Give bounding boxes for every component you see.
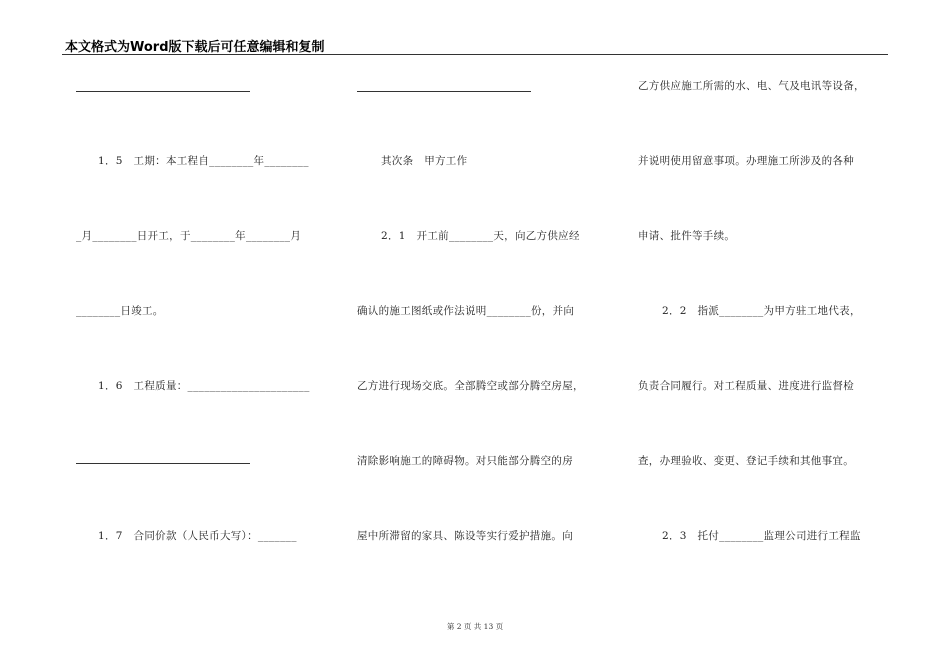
article-2-heading: 其次条 甲方工作 [381, 155, 468, 167]
clause-1-5-line-3: ________日竣工。 [76, 305, 164, 317]
clause-2-1-line-2: 确认的施工图纸或作法说明________份，并向 [357, 305, 575, 317]
clause-2-2-line-3: 查，办理验收、变更、登记手续和其他事宜。 [638, 455, 854, 467]
clause-2-2-line-1: 2．2 指派________为甲方驻工地代表， [662, 305, 861, 317]
clause-1-7-line-1: 1．7 合同价款（人民币大写）：_______ [98, 530, 297, 542]
clause-2-1-line-6: 乙方供应施工所需的水、电、气及电讯等设备， [638, 80, 865, 92]
clause-2-1-line-4: 清除影响施工的障碍物。对只能部分腾空的房 [357, 455, 573, 467]
clause-2-1-line-5: 屋中所滞留的家具、陈设等实行爱护措施。向 [357, 530, 573, 542]
clause-2-3-line-1: 2．3 托付________监理公司进行工程监 [662, 530, 861, 542]
clause-1-6-line-1: 1．6 工程质量：______________________ [98, 380, 310, 392]
clause-2-1-line-8: 申请、批件等手续。 [638, 230, 736, 242]
blank-line [76, 91, 250, 92]
clause-1-5-line-2: _月________日开工，于________年________月 [76, 230, 302, 242]
clause-2-1-line-7: 并说明使用留意事项。办理施工所涉及的各种 [638, 155, 854, 167]
document-header-title: 本文格式为Word版下载后可任意编辑和复制 [65, 40, 325, 55]
clause-2-2-line-2: 负责合同履行。对工程质量、进度进行监督检 [638, 380, 854, 392]
clause-1-5-line-1: 1．5 工期：本工程自________年________ [98, 155, 309, 167]
clause-2-1-line-1: 2．1 开工前________天，向乙方供应经 [381, 230, 580, 242]
clause-2-1-line-3: 乙方进行现场交底。全部腾空或部分腾空房屋， [357, 380, 584, 392]
page-number: 第 2 页 共 13 页 [446, 622, 504, 631]
header-divider [62, 54, 888, 55]
blank-line [76, 463, 250, 464]
blank-line [357, 91, 531, 92]
